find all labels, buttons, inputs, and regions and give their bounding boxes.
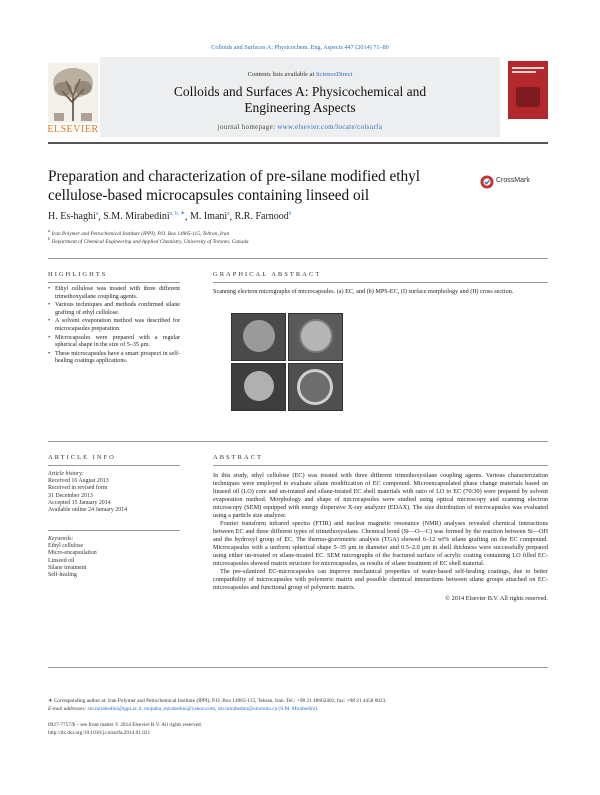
affiliation: $^a$ Iran Polymer and Petrochemical Institute (IPPI), P.O. Box 14965-115, Tehran, Iran [48,228,230,237]
sciencedirect-link[interactable]: ScienceDirect [315,71,353,78]
abstract-heading: ABSTRACT [213,454,263,461]
highlight-item: • Ethyl cellulose was treated with three different trimethoxysilane coupling agents. [55,286,180,301]
highlights-list [48,286,180,367]
crossmark-label: CrossMark [496,177,530,184]
journal-title: Colloids and Surfaces A: Physicochemical and Engineering Aspects [173,84,427,115]
author[interactable]: H. Es-haghi$^a$ [48,211,99,223]
journal-cover [508,61,548,119]
keyword: Ethyl cellulose [48,543,84,550]
author[interactable]: S.M. Mirabedini$^{a, b, ∗}$ [103,211,185,223]
sem-micrograph [288,363,343,411]
graphical-abstract-heading: GRAPHICAL ABSTRACT [213,271,322,278]
issn-line: 0927-7757/$ – see front matter © 2014 Elsevier B.V. All rights reserved. [48,722,202,728]
highlight-item: • These microcapsules have a smart prospect in self-healing coatings applications. [55,351,180,366]
article-history: Article history: Received 16 August 2013 Received in revised form 31 December 2013 Accepted 15 January 2014 Available online 24 January 2014 [48,471,128,514]
keyword: Micro-encapsulation [48,550,97,557]
keywords: Keywords: Ethyl cellulose Micro-encapsulation Linseed oil Silane treatment Self-healing [48,536,97,579]
crossmark-icon [480,175,494,189]
sem-micrograph-grid [231,313,341,409]
copyright: © 2014 Elsevier B.V. All rights reserved. [445,595,548,602]
elsevier-logo [48,63,98,135]
highlight-item: • Microcapsules were prepared with a regular spherical shape in the size of 5–35 μm. [55,335,180,350]
contents-line: Contents lists available at ScienceDirect [247,71,353,78]
abstract-paragraph: Fourier transform infrared spectra (FTIR) and nuclear magnetic resonance (NMR) analyses revealed chemical interactions between EC and three different types of trimethoxysilane. Chemical bond (Si—O—C) was formed by the reaction between Si—OH and the hydroxyl group of EC. The thermo-gravimetric analysis (TGA) showed 6–12 wt% silane grafting on the EC compound. Microcapsules with a uniform spherical shape 5–35 μm in diameter and 0.5–2.0 μm in shell thickness were successfully prepared using either un-treated or silane-treated EC. SEM micrographs of the fractured surface of acrylic coating containing LO filled EC-microcapsules showed matrix structure for microcapsules, as results of silane treatment of EC shell material. [213,520,548,567]
elsevier-wordmark: ELSEVIER [47,124,99,135]
email-note: E-mail addresses: sm.mirabedini@ippi.ac.ir, mojtaba_mirabedini@yahoo.com, sm.mirabedini@utoronto.ca (S.M. Mirabedini). [48,706,319,712]
abstract-paragraph: The pre-silanized EC-microcapsules can improve mechanical properties of water-based self-healing coatings, due to better compatibility of microcapsules with polymeric matrix and possible chemical interactions between silane groups attached on EC-microcapsules and functional group of polymeric matrix. [213,568,548,591]
highlights-heading: HIGHLIGHTS [48,271,108,278]
article-title: Preparation and characterization of pre-silane modified ethyl cellulose-based microcapsules containing linseed oil [48,168,421,204]
article-info-heading: ARTICLE INFO [48,454,116,461]
doi-link[interactable]: http://dx.doi.org/10.1016/j.colsurfa.2014.01.021 [48,730,151,736]
sem-micrograph [288,313,343,361]
graphical-abstract-caption: Scanning electron micrographs of microcapsules. (a) EC, and (b) MPS-EC, (I) surface morphology and (II) cross section. [213,288,514,295]
sem-micrograph [231,313,286,361]
crossmark-badge[interactable] [480,174,550,190]
divider [48,441,548,442]
header-rule [48,142,548,144]
running-head[interactable]: Colloids and Surfaces A: Physicochem. Eng. Aspects 447 (2014) 71–80 [211,44,389,51]
author[interactable]: R.R. Farnood$^b$ [234,211,292,223]
divider [213,282,548,283]
sem-micrograph [231,363,286,411]
keyword: Silane treatment [48,564,87,571]
email-links[interactable]: sm.mirabedini@ippi.ac.ir, mojtaba_mirabedini@yahoo.com, sm.mirabedini@utoronto.ca (S.M. Mirabedini). [87,706,319,712]
elsevier-tree-icon [48,63,98,123]
divider [213,465,548,466]
homepage-link[interactable]: www.elsevier.com/locate/colsurfa [277,124,383,131]
author[interactable]: M. Imani$^a$ [189,211,230,223]
highlight-item: • A solvent evaporation method was described for microcapsules preparation. [55,318,180,333]
divider [48,282,180,283]
keyword: Self-healing [48,572,77,579]
divider [48,530,180,531]
corresponding-author-note: ∗ Corresponding author at: Iran Polymer and Petrochemical Institute (IPPI), P.O. Box 14965-115, Tehran, Iran. Tel.: +98 21 48662401; fax: +98 21 4458 0023. [48,698,387,704]
abstract-paragraph: In this study, ethyl cellulose (EC) was treated with three different trimethoxysilane coupling agents. Various characterization techniques were employed to evaluate silane modification of EC compound. Microencapsulated phase change materials based on linseed oil (LO) core and un-treated and silane-treated EC shell materials with ratio of LO to EC (70:30) were prepared by solvent evaporation method. Morphology and shape of microcapsules were studied using optical microscopy and scanning electron microscopy (SEM) equipped with energy dispersive X-ray analyzer (EDAX). The size distribution of microcapsules was evaluated using a particle size analyzer. [213,472,548,519]
author-list: H. Es-haghi$^a$, S.M. Mirabedini$^{a, b, ∗}$, M. Imani$^a$, R.R. Farnood$^b$ [48,211,292,223]
highlight-item: • Various techniques and methods confirmed silane grafting of ethyl cellulose. [55,302,180,317]
abstract-body [213,472,548,603]
keyword: Linseed oil [48,557,75,564]
divider [48,667,548,668]
affiliation: $^b$ Department of Chemical Engineering and Applied Chemistry, University of Toronto, Canada [48,236,249,245]
divider [48,258,548,259]
journal-homepage: journal homepage: www.elsevier.com/locate/colsurfa [217,124,383,131]
divider [48,465,180,466]
